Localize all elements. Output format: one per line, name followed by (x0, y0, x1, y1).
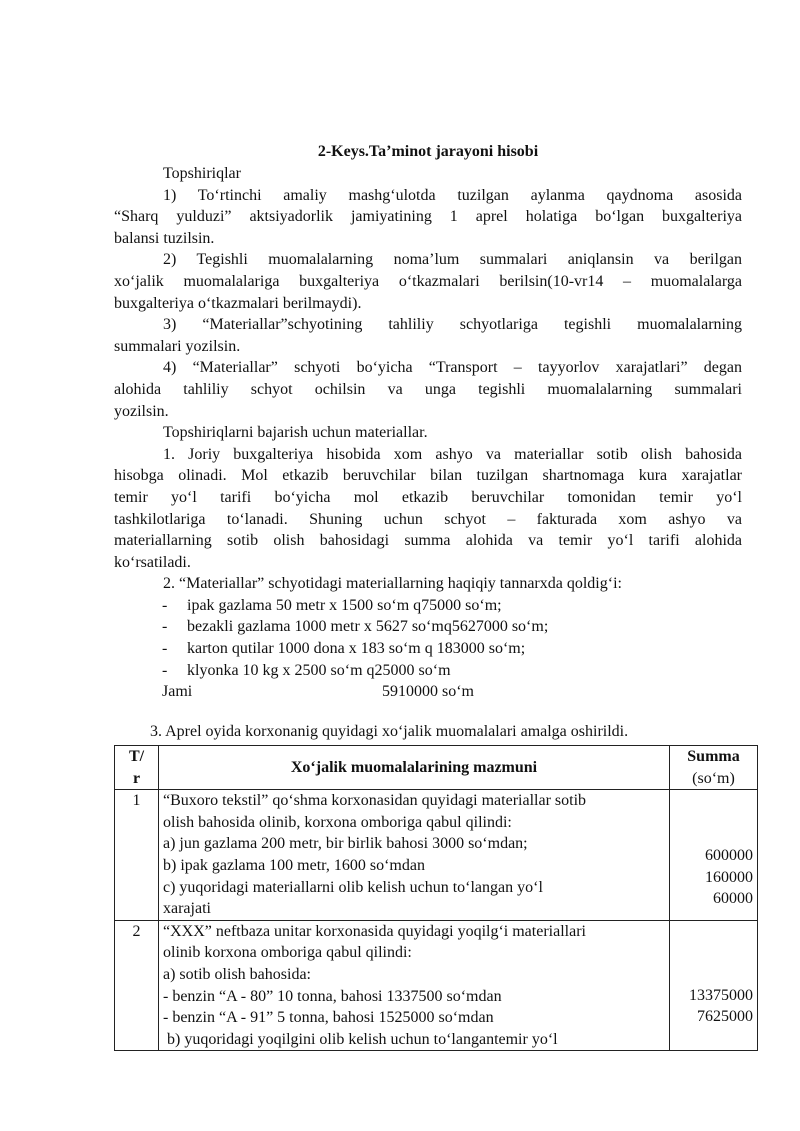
page-title: 2-Keys.Ta’minot jarayoni hisobi (317, 143, 539, 160)
task-line: “Sharq yulduzi” aktsiyadorlik jamiyatining 1 aprel holatiga bo‘lgan buxgalteriya (114, 208, 742, 226)
header-sum (670, 746, 758, 790)
row-line: olinib korxona omboriga qabul qilindi: (163, 944, 412, 962)
material-line: ko‘rsatiladi. (114, 553, 191, 571)
row-line: “Buxoro tekstil” qo‘shma korxonasidan quyidagi materiallar sotib (163, 792, 587, 810)
row-sums (670, 920, 758, 1051)
row-number: 2 (115, 920, 159, 1051)
task-line: xo‘jalik muomalalariga buxgalteriya o‘tkazmalari berilsin(10-vr14 – muomalalarga (114, 272, 742, 290)
task-line: alohida tahliliy schyot ochilsin va unga tegishli muomalalarning summalari (114, 380, 742, 398)
row-sum: 13375000 (689, 986, 753, 1004)
material-line: 1. Joriy buxgalteriya hisobida xom ashyo va materiallar sotib olish bahosida (163, 445, 742, 463)
header-number-line: T/ (128, 748, 145, 765)
stock-total-value: 5910000 so‘m (382, 683, 474, 701)
row-line: a) jun gazlama 200 metr, bir birlik bahosi 3000 so‘mdan; (163, 835, 528, 853)
task-line: summalari yozilsin. (114, 337, 241, 355)
task-3 (114, 314, 742, 357)
task-line: 4) “Materiallar” schyoti bo‘yicha “Transport – tayyorlov xarajatlari” degan (163, 359, 742, 377)
table-header-row (115, 746, 758, 790)
task-line: buxgalteriya o‘tkazmalari berilmaydi). (114, 294, 362, 312)
task-line: 2) Tegishli muomalalarning noma’lum summalari aniqlansin va berilgan (163, 251, 742, 269)
row-line: xarajati (163, 900, 211, 918)
stock-item (114, 595, 742, 617)
task-1 (114, 185, 742, 250)
stock-item-text: karton qutilar 1000 dona x 183 so‘m q 183000 so‘m; (187, 640, 526, 658)
materials-heading: Topshiriqlarni bajarish uchun materiallar. (163, 424, 428, 442)
dash-bullet: - (162, 661, 168, 679)
stock-total-label: Jami (162, 683, 193, 701)
row-content (159, 920, 670, 1051)
document-body (114, 163, 742, 703)
row-line: a) sotib olish bahosida: (163, 965, 311, 983)
row-content (159, 790, 670, 921)
row-number: 1 (115, 790, 159, 921)
row-line: - benzin “A - 91” 5 tonna, bahosi 1525000 so‘mdan (163, 1009, 494, 1027)
stock-item-text: bezakli gazlama 1000 metr x 5627 so‘mq5627000 so‘m; (187, 618, 549, 636)
stock-item-text: ipak gazlama 50 metr x 1500 so‘m q75000 so‘m; (187, 596, 502, 614)
row-line: - benzin “A - 80” 10 tonna, bahosi 1337500 so‘mdan (163, 987, 502, 1005)
row-line: c) yuqoridagi materiallarni olib kelish uchun to‘langan yo‘l (163, 878, 543, 896)
material-1 (114, 444, 742, 574)
operations-table (114, 745, 758, 1051)
material-2-heading: 2. “Materiallar” schyotidagi materiallarning haqiqiy tannarxda qoldig‘i: (163, 575, 622, 593)
task-line: 1) To‘rtinchi amaliy mashg‘ulotda tuzilgan aylanma qaydnoma asosida (163, 186, 742, 204)
header-sum-line: Summa (687, 748, 740, 765)
dash-bullet: - (162, 640, 168, 658)
task-line: yozilsin. (114, 402, 169, 420)
row-sum: 7625000 (697, 1008, 753, 1026)
header-content: Xo‘jalik muomalalarining mazmuni (159, 746, 670, 790)
task-line: balansi tuzilsin. (114, 229, 215, 247)
dash-bullet: - (162, 596, 168, 614)
task-line: 3) “Materiallar”schyotining tahliliy schyotlariga tegishli muomalalarning (163, 316, 742, 334)
material-line: materiallarning sotib olish bahosidagi summa alohida va temir yo‘l tarifi alohida (114, 532, 742, 550)
material-line: hisobga olinadi. Mol etkazib beruvchilar bilan tuzilgan shartnomaga kura xarajatlar (114, 467, 742, 485)
row-line: olish bahosida olinib, korxona omboriga qabul qilindi: (163, 813, 512, 831)
table-row (115, 920, 758, 1051)
stock-item-text: klyonka 10 kg x 2500 so‘m q25000 so‘m (187, 661, 451, 679)
dash-bullet: - (162, 618, 168, 636)
row-sum: 160000 (705, 868, 753, 886)
row-sum: 600000 (705, 846, 753, 864)
material-line: tashkilotlariga to‘lanadi. Shuning uchun schyot – fakturada xom ashyo va (114, 510, 742, 528)
row-line: b) ipak gazlama 100 metr, 1600 so‘mdan (163, 856, 425, 874)
task-4 (114, 357, 742, 422)
stock-item (114, 638, 742, 660)
row-line: b) yuqoridagi yoqilgini olib kelish uchun to‘langantemir yo‘l (163, 1030, 558, 1048)
row-sum: 60000 (713, 890, 753, 908)
row-line: “XXX” neftbaza unitar korxonasida quyidagi yoqilg‘i materiallari (163, 922, 586, 940)
stock-total (114, 681, 742, 703)
header-number (115, 746, 159, 790)
material-line: temir yo‘l tarifi bo‘yicha mol etkazib beruvchilar tomonidan temir yo‘l (114, 488, 742, 506)
row-sums (670, 790, 758, 921)
tasks-heading: Topshiriqlar (163, 165, 241, 182)
table-row (115, 790, 758, 921)
task-2 (114, 249, 742, 314)
header-sum-line: (so‘m) (692, 769, 735, 787)
material-3-intro: 3. Aprel oyida korxonanig quyidagi xo‘jalik muomalalari amalga oshirildi. (150, 723, 629, 740)
stock-item (114, 616, 742, 638)
stock-item (114, 660, 742, 682)
header-number-line: r (132, 769, 141, 787)
